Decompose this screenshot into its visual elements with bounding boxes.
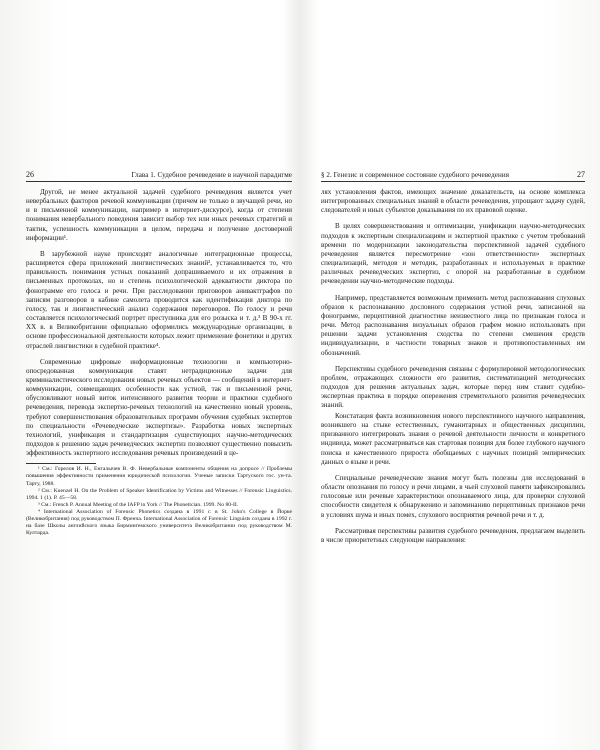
paragraph: В целях совершенствования и оптимизации, унификации научно-методических подходов к экспертным специализациям и экспертной практике с учетом требований времени по модернизации законодательства перспективной задачей судебного речеведения является пересмотрение «зон ответственности» экспертных специализаций, методов и методик, разработанных и используемых в практике различных речеведческих экспертиз, с опорой на разработанные в судебном речеведении научно-методические подходы. <box>321 222 585 286</box>
left-page-header <box>26 170 292 182</box>
footnote: ³ См.: French P. Annual Meeting of the IAFP in York // The Phonetician. 1999. No 80-II. <box>38 501 239 508</box>
paragraph: Другой, не менее актуальной задачей судебного речеведения является учет невербальных факторов речевой коммуникации (причем не только в звучащей речи, но и в письменной коммуникации, например в интернет-дискурсе), когда от степени понимания невербального поведения зависит выбор тех или иных речевых стратегий и тактик, успешность коммуникации в целом, передача и получение достоверной информации¹. <box>26 188 292 242</box>
running-head: Глава 1. Судебное речеведение в научной парадигме <box>131 171 292 179</box>
right-page <box>321 170 585 545</box>
paragraph: Рассматривая перспективы развития судебного речеведения, предлагаем выделить в числе приоритетных следующие направления: <box>321 526 585 544</box>
left-page-body <box>26 188 292 458</box>
running-head: § 2. Генезис и современное состояние судебного речеведения <box>321 171 510 179</box>
paragraph: Перспективы судебного речеведения связаны с формулировкой методологических проблем, отражающих сложности его развития, систематизацией методических подходов для решения актуальных задач, которые перед ним ставит судебно-экспертная практика в порядке опережения стремительного развития речеведческих знаний. <box>321 364 585 410</box>
paragraph: Современные цифровые информационные технологии и компьютерно-опосредованная коммуникация ставят нетрадиционные задачи для криминалистического исследования новых речевых объектов — сообщений в интернет-коммуникации, совмещающих особенности как устной, так и письменной речи, обусловливают новый виток интенсивного развития теории и практики судебного речеведения, перевода экспертно-речевых технологий на качественно новый уровень, требуют совершенствования образовательных программ обучения судебных экспертов по специальности «Речеведческие экспертизы». Разработка новых экспертных технологий, унификация и стандартизация существующих научно-методических подходов к решению задач речеведческих экспертиз позволяют существенно повысить эффективность экспертного исследования речевых произведений в це- <box>26 357 292 458</box>
footnote: ⁴ International Association of Forensic Phonetics создана в 1991 г. в St. John's College в Йорке (Великобритания) под руководством П. Френча. International Association of Forensic Linguists создана в 1992 г. на базе Школы английского языка Бирмингемского университета Великобритании под руководством М. Култарда. <box>26 508 292 537</box>
footnote: ¹ См.: Горелов И. Н., Енгалычев В. Ф. Невербальные компоненты общения на допросе // Проблемы повышения эффективности применения юридической психологии. Ученые записки Тартуского гос. ун-та. Тарту, 1988. <box>26 466 292 487</box>
page-number: 26 <box>26 170 34 179</box>
right-page-header <box>321 170 585 182</box>
right-page-body <box>321 188 585 545</box>
footnote-rule <box>26 463 96 464</box>
paragraph: Например, представляется возможным применить метод распознавания слуховых образов к распознаванию дословного содержания устной речи, записанной на фонограмме, перцептивной диагностике неизвестного лица по признакам голоса и речи. Метод распознавания визуальных образов графем можно использовать при решении задачи установления сходства по степени смешения средств индивидуализации, в частности товарных знаков и противопоставленных им обозначений. <box>321 293 585 357</box>
paragraph: Специальные речеведческие знания могут быть полезны для исследований в области опознания по голосу и речи лицами, в чьей слуховой памяти зафиксировались голосовые или речевые характеристики опознаваемого лица, для проверки слуховой способности свидетеля к обнаружению и запоминанию перцептивных признаков речи в условиях шума и иных помех, слухового восприятия речевой речи и т. д. <box>321 473 585 519</box>
page-number: 27 <box>576 170 585 179</box>
left-page <box>26 170 292 537</box>
footnote: ² См.: Kuenzel H. On the Problem of Speaker Identification by Victims and Witnesses // Forensic Linguistics. 1994. 1 (1). P. 45—58. <box>26 487 292 501</box>
paragraph: Констатация факта возникновения нового перспективного научного направления, возникшего на стыке естественных, гуманитарных и общественных дисциплин, призванного интегрировать знания о речевой деятельности личности и конкретного индивида, может рассматриваться как стартовая позиция для более глубокого научного поиска и качественного прироста обобщаемых с научных позиций эмпирических данных о языке и речи. <box>321 411 585 466</box>
footnotes <box>26 466 292 537</box>
paragraph: лях установления фактов, имеющих значение доказательств, на основе комплекса интегрированных специальных знаний в области речеведения, упрощают задачу судей, следователей и иных субъектов доказывания по их правовой оценке. <box>321 188 585 215</box>
paragraph: В зарубежной науке происходят аналогичные интеграционные процессы, расширяется сфера приложений лингвистических знаний², устанавливается то, что правильность понимания устных показаний допрашиваемого и их отражения в письменных протоколах, но и степень психологической адекватности диктора по фонограмме его голоса и речи. При расследовании приговоров анивактграфов по записям разговоров в кабине самолета проводится как идентификация диктора по голосу, так и лингвистический анализ содержания переговоров. По голосу и речи составляется психологический портрет преступника для его розыска и т. д.³ В 90-х гг. XX в. в Великобритании официально оформились международные организации, в основе профессиональной деятельности которых лежит применение фонетики и других отраслей лингвистики в судебной практике⁴. <box>26 249 292 350</box>
